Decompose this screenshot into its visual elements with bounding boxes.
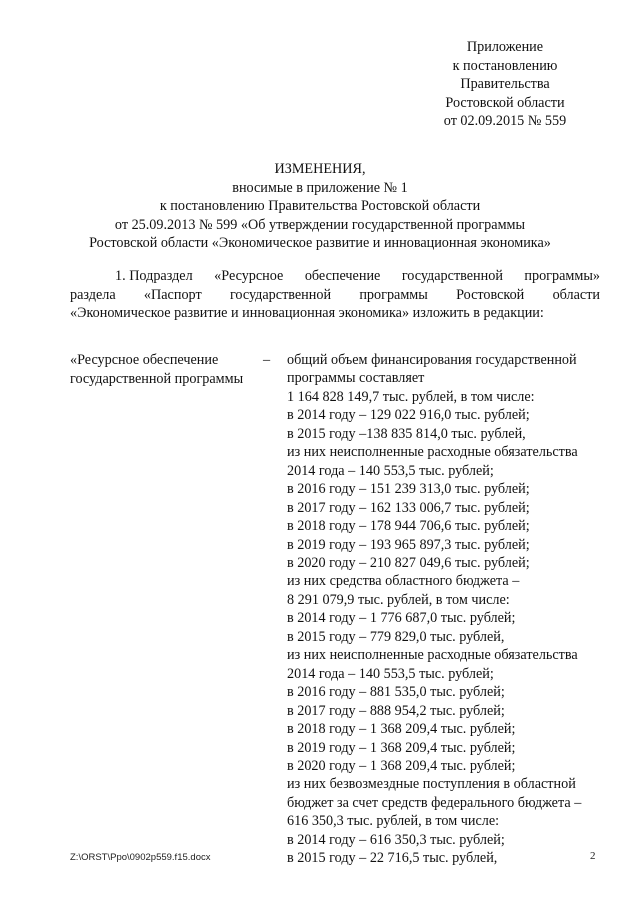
resource-line: из них неисполненные расходные обязательства <box>287 647 578 664</box>
resource-line: 8 291 079,9 тыс. рублей, в том числе: <box>287 591 510 608</box>
intro-word: программы <box>359 286 428 303</box>
title-line: к постановлению Правительства Ростовской области <box>159 198 481 214</box>
appendix-header <box>400 38 610 131</box>
intro-line-2 <box>70 286 600 305</box>
resource-line: в 2019 году – 1 368 209,4 тыс. рублей; <box>287 739 516 756</box>
appendix-line: Приложение <box>466 39 544 55</box>
appendix-line: к постановлению <box>452 57 558 74</box>
resource-line: в 2014 году – 616 350,3 тыс. рублей; <box>287 831 505 848</box>
resource-line: из них неисполненные расходные обязательства <box>287 444 578 461</box>
resource-label <box>70 351 270 388</box>
resource-line: в 2014 году – 1 776 687,0 тыс. рублей; <box>287 610 516 627</box>
label-dash: – <box>263 352 271 368</box>
resource-line: в 2015 году – 22 716,5 тыс. рублей, <box>287 850 498 867</box>
intro-line-3: «Экономическое развитие и инновационная экономика» изложить в редакции: <box>70 305 544 322</box>
resource-line: в 2017 году – 162 133 006,7 тыс. рублей; <box>287 499 530 516</box>
intro-word: 1. Подраздел <box>115 268 193 284</box>
resource-line: в 2015 году – 779 829,0 тыс. рублей, <box>287 628 505 645</box>
resource-line: 2014 года – 140 553,5 тыс. рублей; <box>287 665 494 682</box>
resource-line: 616 350,3 тыс. рублей, в том числе: <box>287 813 500 830</box>
resource-line: в 2015 году –138 835 814,0 тыс. рублей, <box>287 425 526 442</box>
title-line: от 25.09.2013 № 599 «Об утверждении государственной программы <box>114 216 526 233</box>
document-title <box>40 160 600 253</box>
intro-word: государственной <box>229 286 332 303</box>
intro-word: государственной <box>401 268 503 284</box>
intro-word: программы» <box>524 268 600 284</box>
intro-word: раздела <box>70 286 116 303</box>
resource-line: в 2019 году – 193 965 897,3 тыс. рублей; <box>287 536 530 553</box>
resource-line: в 2018 году – 178 944 706,6 тыс. рублей; <box>287 518 530 535</box>
resource-line: из них средства областного бюджета – <box>287 573 520 590</box>
resource-label-line: «Ресурсное обеспечение <box>70 352 219 368</box>
resource-line: в 2016 году – 151 239 313,0 тыс. рублей; <box>287 481 530 498</box>
intro-word: обеспечение <box>304 268 381 284</box>
resource-line: 2014 года – 140 553,5 тыс. рублей; <box>287 462 494 479</box>
intro-word: Ростовской <box>456 286 525 303</box>
title-heading: ИЗМЕНЕНИЯ, <box>274 161 366 177</box>
title-line: вносимые в приложение № 1 <box>232 179 408 196</box>
resource-line: в 2018 году – 1 368 209,4 тыс. рублей; <box>287 721 516 738</box>
appendix-line: Ростовской области <box>445 94 565 111</box>
resource-line: в 2017 году – 888 954,2 тыс. рублей; <box>287 702 505 719</box>
resource-line: бюджет за счет средств федерального бюджета – <box>287 794 582 811</box>
intro-word: «Паспорт <box>143 286 202 303</box>
intro-line-1 <box>70 267 600 286</box>
page-number: 2 <box>590 850 596 862</box>
resource-line: в 2020 году – 1 368 209,4 тыс. рублей; <box>287 757 516 774</box>
intro-word: области <box>552 286 600 303</box>
resource-line: 1 164 828 149,7 тыс. рублей, в том числе: <box>287 388 535 405</box>
intro-word: «Ресурсное <box>214 268 284 284</box>
resource-line: в 2020 году – 210 827 049,6 тыс. рублей; <box>287 554 530 571</box>
resource-line: в 2014 году – 129 022 916,0 тыс. рублей; <box>287 407 530 424</box>
footer-file-path: Z:\ORST\Ppo\0902p559.f15.docx <box>70 852 211 863</box>
resource-line: в 2016 году – 881 535,0 тыс. рублей; <box>287 684 505 701</box>
appendix-line: Правительства <box>460 76 550 92</box>
appendix-line: от 02.09.2015 № 559 <box>443 113 567 129</box>
resource-label-line: государственной программы <box>70 370 244 387</box>
resource-line: программы составляет <box>287 370 425 387</box>
resource-line: из них безвозмездные поступления в областной <box>287 776 576 793</box>
resource-line: общий объем финансирования государственной <box>287 352 577 368</box>
resource-content <box>287 351 600 868</box>
title-line: Ростовской области «Экономическое развитие и инновационная экономика» <box>89 235 551 251</box>
intro-paragraph <box>70 267 600 323</box>
